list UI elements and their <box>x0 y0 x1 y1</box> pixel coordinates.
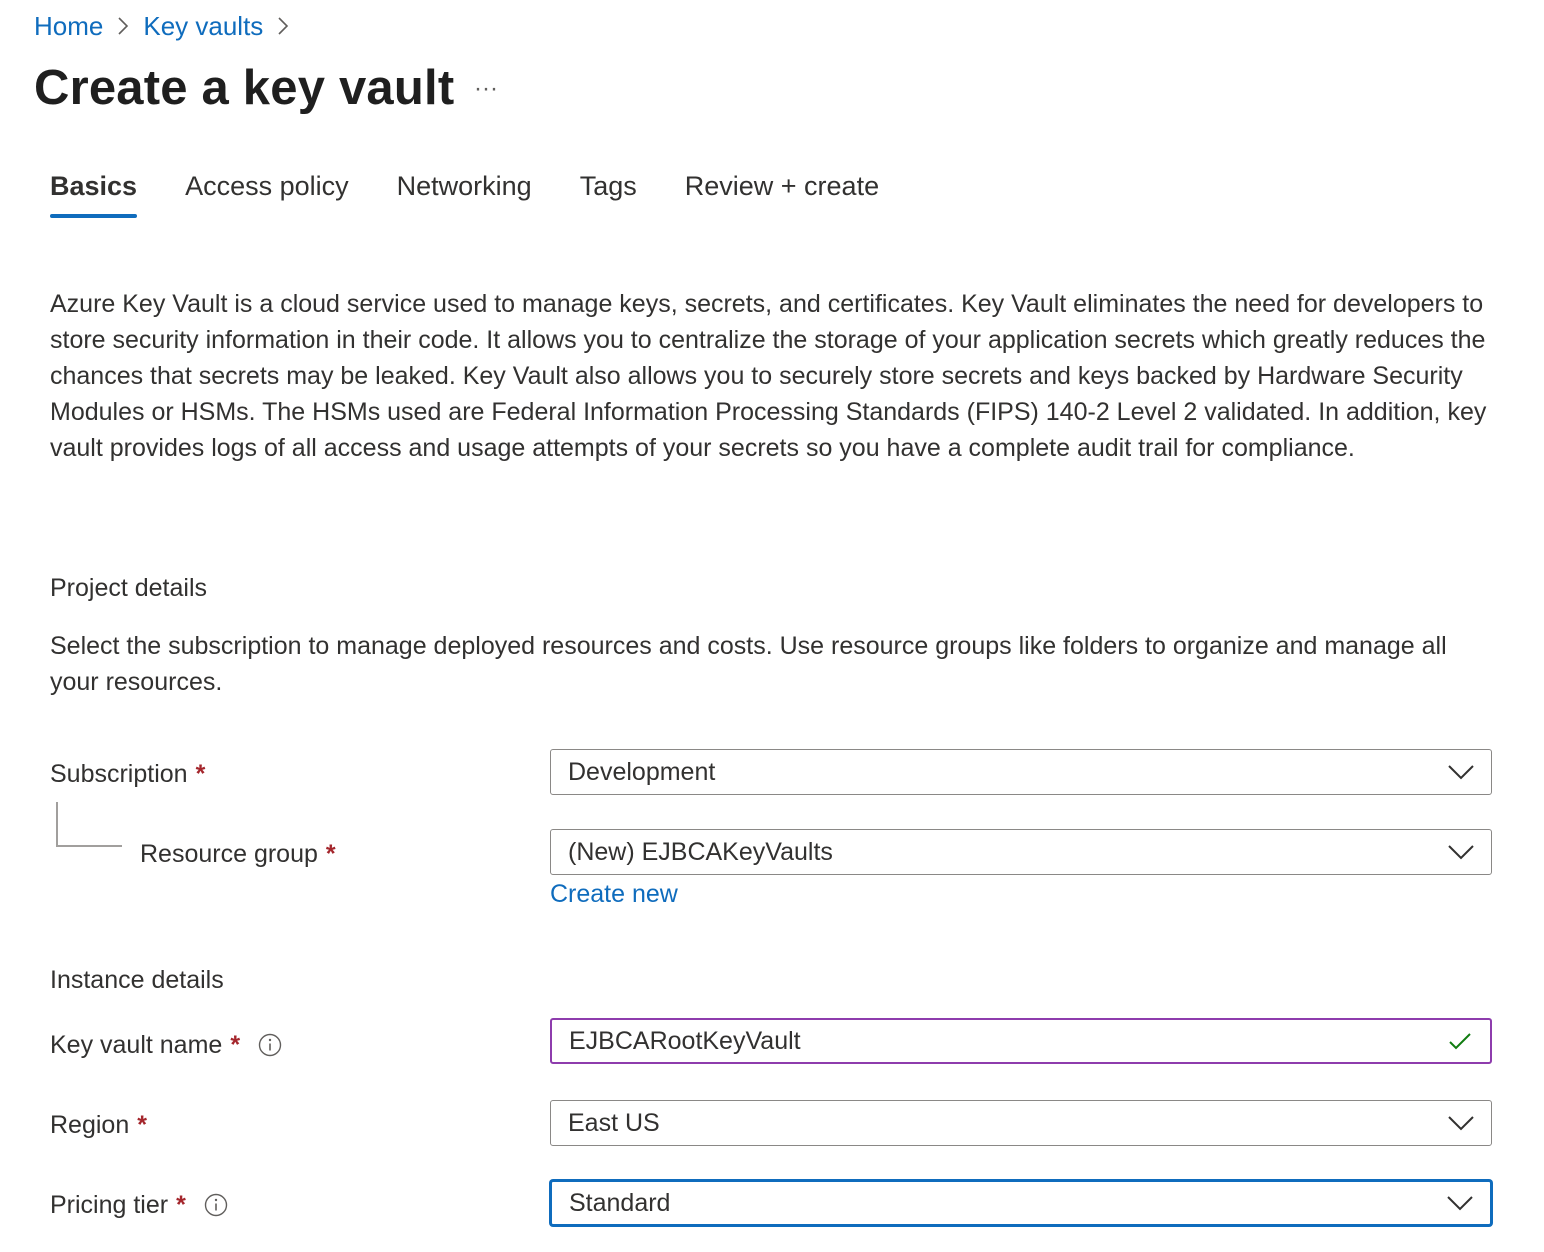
breadcrumb-key-vaults-link[interactable]: Key vaults <box>143 10 264 41</box>
resource-group-value: (New) EJBCAKeyVaults <box>568 837 833 866</box>
region-label <box>50 1101 147 1149</box>
tab-access-policy[interactable]: Access policy <box>185 171 349 201</box>
key-vault-name-label <box>50 1021 282 1069</box>
tab-tags[interactable]: Tags <box>579 171 637 201</box>
resource-group-dropdown[interactable] <box>550 829 1492 875</box>
pricing-tier-label <box>50 1181 228 1229</box>
required-marker: * <box>176 1190 186 1219</box>
pricing-tier-value: Standard <box>569 1188 671 1217</box>
more-options-button[interactable]: ··· <box>474 75 498 102</box>
key-vault-name-input[interactable] <box>550 1018 1492 1064</box>
subscription-dropdown[interactable] <box>550 749 1492 795</box>
resource-group-label-text: Resource group <box>140 839 318 868</box>
key-vault-name-label-text: Key vault name <box>50 1030 223 1059</box>
pricing-tier-label-text: Pricing tier <box>50 1190 169 1219</box>
tab-basics[interactable]: Basics <box>50 166 137 210</box>
tab-networking[interactable]: Networking <box>396 171 532 201</box>
region-label-text: Region <box>50 1110 130 1139</box>
info-icon[interactable] <box>258 1033 282 1057</box>
resource-group-label <box>140 830 336 878</box>
chevron-down-icon <box>1430 1180 1490 1226</box>
create-new-resource-group-link[interactable]: Create new <box>550 880 678 908</box>
subscription-label <box>50 750 205 798</box>
chevron-right-icon <box>103 16 143 36</box>
chevron-down-icon <box>1431 829 1491 875</box>
subscription-value: Development <box>568 757 716 786</box>
project-details-heading: Project details <box>50 574 208 602</box>
tree-connector <box>56 802 58 846</box>
page-title: Create a key vault <box>34 61 455 115</box>
region-dropdown[interactable] <box>550 1100 1492 1146</box>
subscription-label-text: Subscription <box>50 759 188 788</box>
chevron-down-icon <box>1431 749 1491 795</box>
breadcrumb <box>34 8 303 44</box>
intro-description: Azure Key Vault is a cloud service used to manage keys, secrets, and certificates. Key Vault eliminates the need for developers to store security information in their code. It allows you to centralize the storage of your application secrets which greatly reduces the chances that secrets may be leaked. Key Vault also allows you to securely store secrets and keys backed by Hardware Security Modules or HSMs. The HSMs used are Federal Information Processing Standards (FIPS) 140-2 Level 2 validated. In addition, key vault provides logs of all access and usage attempts of your secrets so you have a complete audit trail for compliance. <box>50 290 1487 462</box>
required-marker: * <box>137 1110 147 1139</box>
tree-connector <box>56 845 122 847</box>
required-marker: * <box>195 759 206 788</box>
chevron-right-icon <box>263 16 303 36</box>
instance-details-heading: Instance details <box>50 966 224 994</box>
required-marker: * <box>230 1030 241 1059</box>
tab-bar <box>50 166 927 222</box>
region-value: East US <box>568 1108 660 1137</box>
tab-review-create[interactable]: Review + create <box>684 171 880 201</box>
chevron-down-icon <box>1431 1100 1491 1146</box>
breadcrumb-home-link[interactable]: Home <box>34 10 104 41</box>
project-details-description: Select the subscription to manage deployed resources and costs. Use resource groups like folders to organize and manage all your resources. <box>50 632 1447 696</box>
required-marker: * <box>325 839 336 868</box>
key-vault-name-value: EJBCARootKeyVault <box>569 1026 801 1055</box>
pricing-tier-dropdown[interactable] <box>550 1180 1492 1226</box>
checkmark-icon <box>1430 1018 1490 1064</box>
info-icon[interactable] <box>204 1193 228 1217</box>
